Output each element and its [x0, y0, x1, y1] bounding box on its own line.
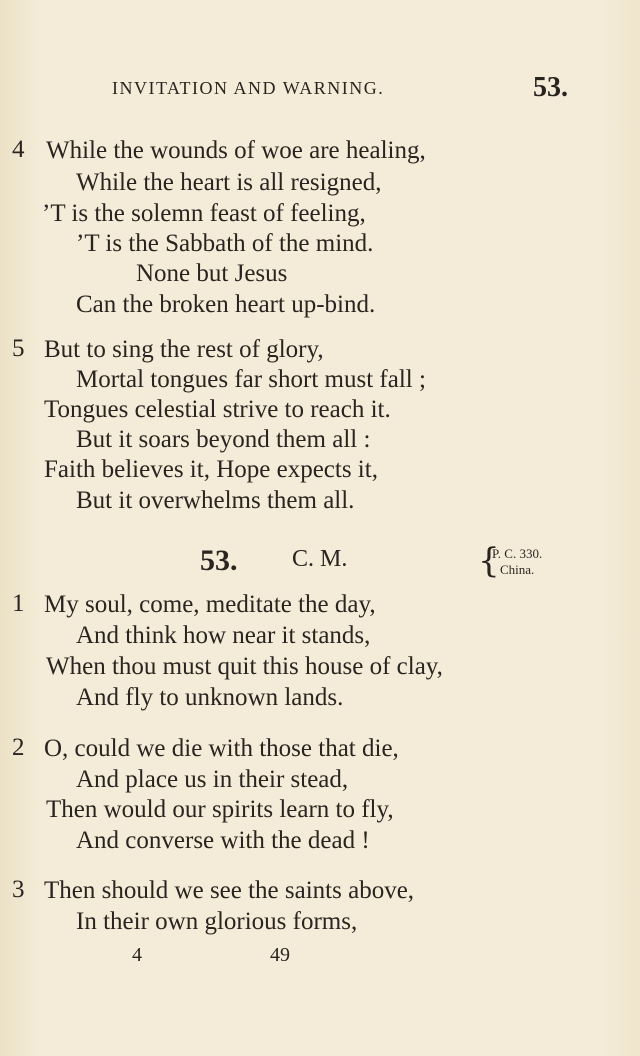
verse-line: ’T is the solemn feast of feeling, [42, 200, 366, 227]
running-head: INVITATION AND WARNING. [112, 78, 385, 98]
verse-line: And fly to unknown lands. [76, 684, 344, 711]
verse-line: None but Jesus [136, 260, 288, 287]
brace-glyph: { [478, 541, 500, 581]
verse-line: And converse with the dead ! [76, 827, 370, 854]
verse-line: In their own glorious forms, [76, 908, 358, 935]
verse-line: O, could we die with those that die, [44, 735, 399, 762]
verse-line: Mortal tongues far short must fall ; [76, 366, 426, 393]
stanza-number: 1 [12, 590, 25, 617]
hymn-number: 53. [200, 544, 238, 577]
page-number: 53. [533, 72, 568, 103]
sequence-number: 49 [270, 944, 290, 966]
verse-line: Then should we see the saints above, [44, 877, 415, 904]
verse-line: While the heart is all resigned, [76, 169, 382, 196]
verse-line: Can the broken heart up-bind. [76, 291, 376, 318]
verse-line: When thou must quit this house of clay, [46, 653, 443, 680]
signature-mark: 4 [132, 944, 142, 966]
hymn-heading [200, 541, 580, 584]
tune-name: China. [500, 562, 535, 577]
stanza-number: 3 [12, 876, 25, 903]
stanza-number: 2 [12, 734, 25, 761]
verse-line: But to sing the rest of glory, [44, 336, 324, 363]
stanza-number: 5 [12, 335, 25, 362]
tune-reference: P. C. 330. [492, 546, 543, 561]
verse-line: Then would our spirits learn to fly, [46, 796, 394, 823]
stanza-number: 4 [12, 136, 25, 163]
verse-line: ’T is the Sabbath of the mind. [76, 230, 374, 257]
verse-line: While the wounds of woe are healing, [46, 137, 426, 164]
verse-line: But it overwhelms them all. [76, 487, 355, 514]
verse-line: And think how near it stands, [76, 622, 371, 649]
verse-line: But it soars beyond them all : [76, 426, 371, 453]
hymn-meter: C. M. [292, 546, 348, 572]
verse-line: Faith believes it, Hope expects it, [44, 456, 378, 483]
verse-line: My soul, come, meditate the day, [44, 591, 376, 618]
verse-line: And place us in their stead, [76, 766, 349, 793]
verse-line: Tongues celestial strive to reach it. [44, 396, 391, 423]
